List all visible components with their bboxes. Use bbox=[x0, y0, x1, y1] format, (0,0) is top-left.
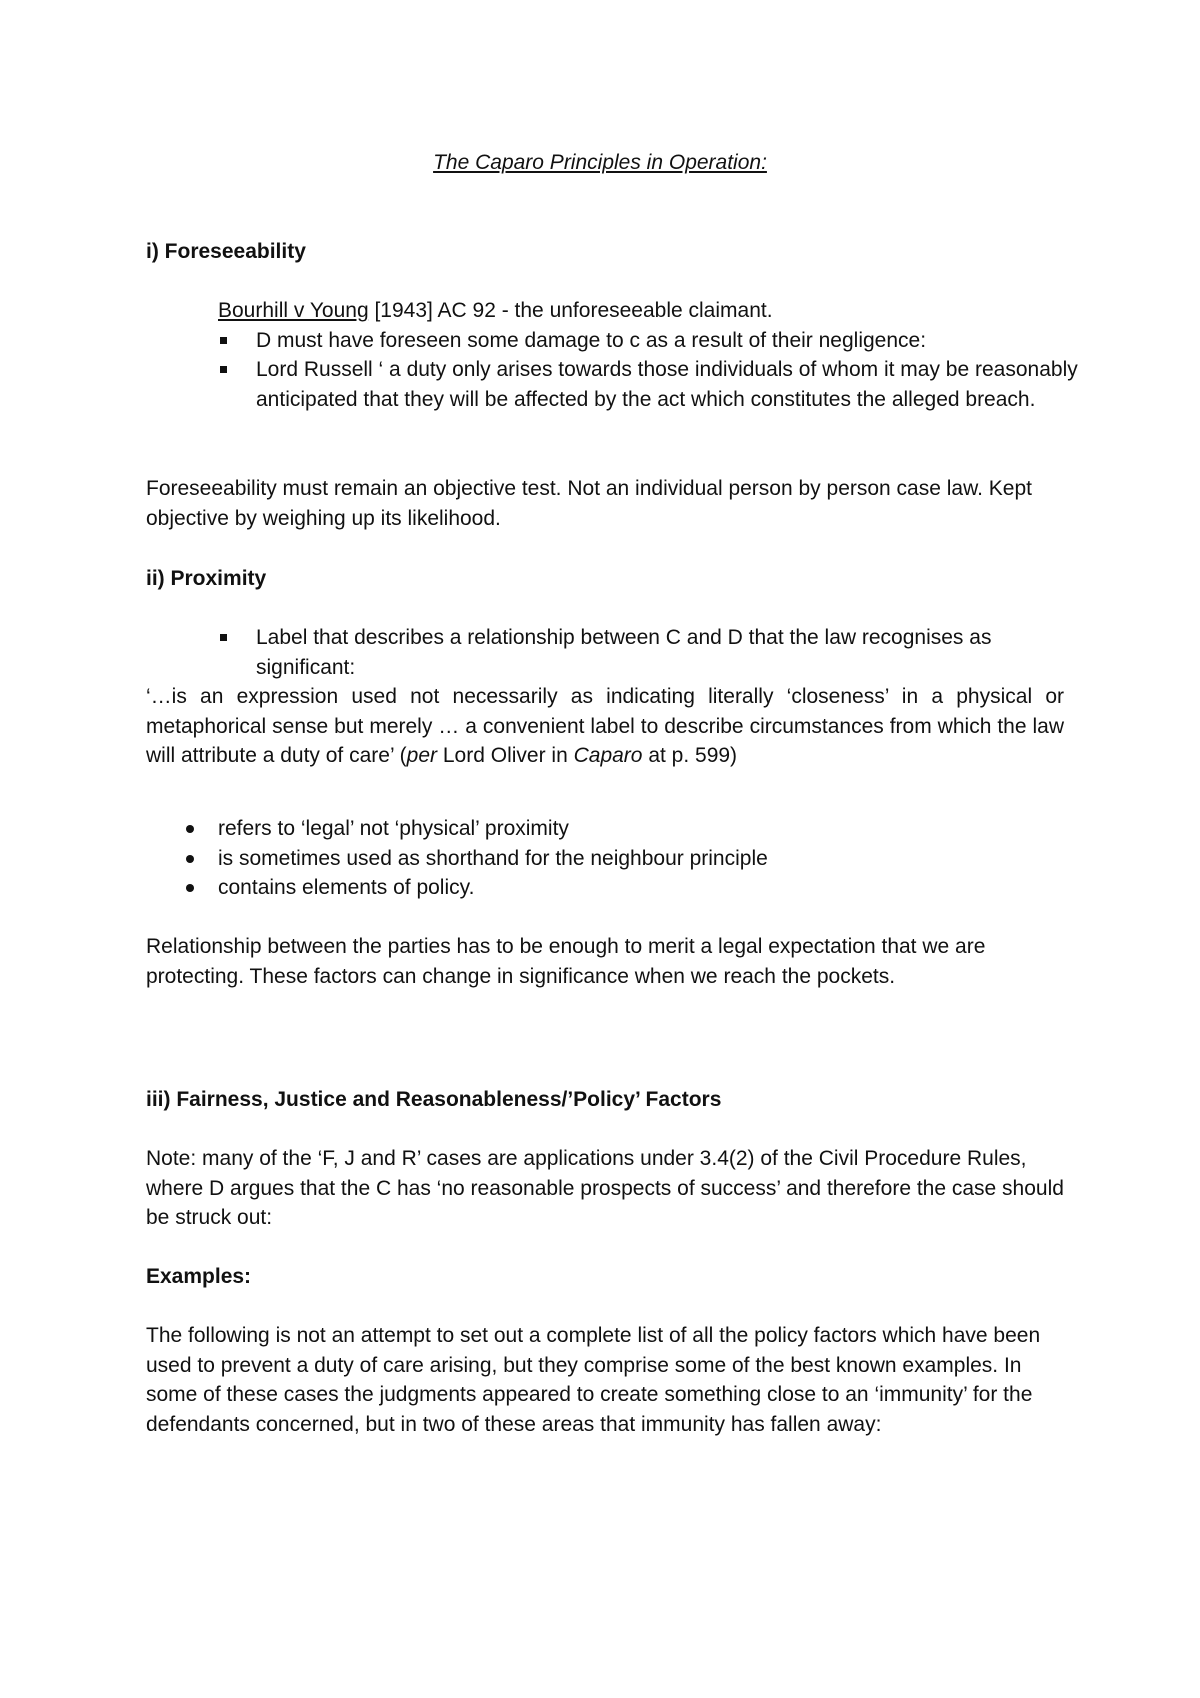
quote-case: Caparo bbox=[573, 744, 643, 767]
list-item: Label that describes a relationship between C and D that the law recognises as significant: bbox=[218, 623, 1078, 682]
list-item: Lord Russell ‘ a duty only arises towards those individuals of whom it may be reasonably anticipated that they will be affected by the act which constitutes the alleged breach. bbox=[218, 355, 1078, 414]
case-reference bbox=[218, 296, 1078, 414]
proximity-dot-list bbox=[182, 814, 1072, 903]
quote-text: ‘…is an expression used not necessarily as indicating literally ‘closeness’ in a physical or metaphorical sense but merely … a convenient label to describe circumstances from which the law will attribute a duty of care’ ( bbox=[146, 685, 1064, 767]
section-heading-proximity: ii) Proximity bbox=[146, 567, 267, 590]
proximity-paragraph: Relationship between the parties has to be enough to merit a legal expectation that we are protecting. These factors can change in significance when we reach the pockets. bbox=[146, 935, 986, 988]
proximity-quote bbox=[146, 682, 1064, 771]
quote-page: at p. 599) bbox=[642, 744, 738, 767]
section-heading-policy-factors: iii) Fairness, Justice and Reasonableness/’Policy’ Factors bbox=[146, 1088, 722, 1111]
list-item: D must have foreseen some damage to c as a result of their negligence: bbox=[218, 326, 1078, 356]
foreseeability-paragraph: Foreseeability must remain an objective test. Not an individual person by person case law. Kept objective by weighing up its likelihood. bbox=[146, 477, 1032, 530]
proximity-bullet-block bbox=[218, 623, 1078, 682]
foreseeability-bullet-list bbox=[218, 326, 1078, 415]
quote-attribution: Lord Oliver in bbox=[437, 744, 574, 767]
list-item: refers to ‘legal’ not ‘physical’ proximity bbox=[182, 814, 1072, 844]
list-item: contains elements of policy. bbox=[182, 873, 1072, 903]
examples-paragraph: The following is not an attempt to set out a complete list of all the policy factors which have been used to prevent a duty of care arising, but they comprise some of the best known examples. In some of these cases the judgments appeared to create something close to an ‘immunity’ for the defendants concerned, but in two of these areas that immunity has fallen away: bbox=[146, 1324, 1041, 1436]
case-name: Bourhill v Young bbox=[218, 299, 369, 322]
examples-heading: Examples: bbox=[146, 1265, 252, 1288]
document-title: The Caparo Principles in Operation: bbox=[433, 151, 767, 174]
proximity-bullet-list bbox=[218, 623, 1078, 682]
quote-per: per bbox=[406, 744, 438, 767]
note-paragraph: Note: many of the ‘F, J and R’ cases are applications under 3.4(2) of the Civil Procedure Rules, where D argues that the C has ‘no reasonable prospects of success’ and therefore the case should be struck out: bbox=[146, 1147, 1064, 1229]
section-heading-foreseeability: i) Foreseeability bbox=[146, 240, 306, 263]
case-citation: [1943] AC 92 - the unforeseeable claimant. bbox=[368, 299, 773, 322]
proximity-dot-list-block bbox=[182, 814, 1072, 903]
list-item: is sometimes used as shorthand for the neighbour principle bbox=[182, 844, 1072, 874]
